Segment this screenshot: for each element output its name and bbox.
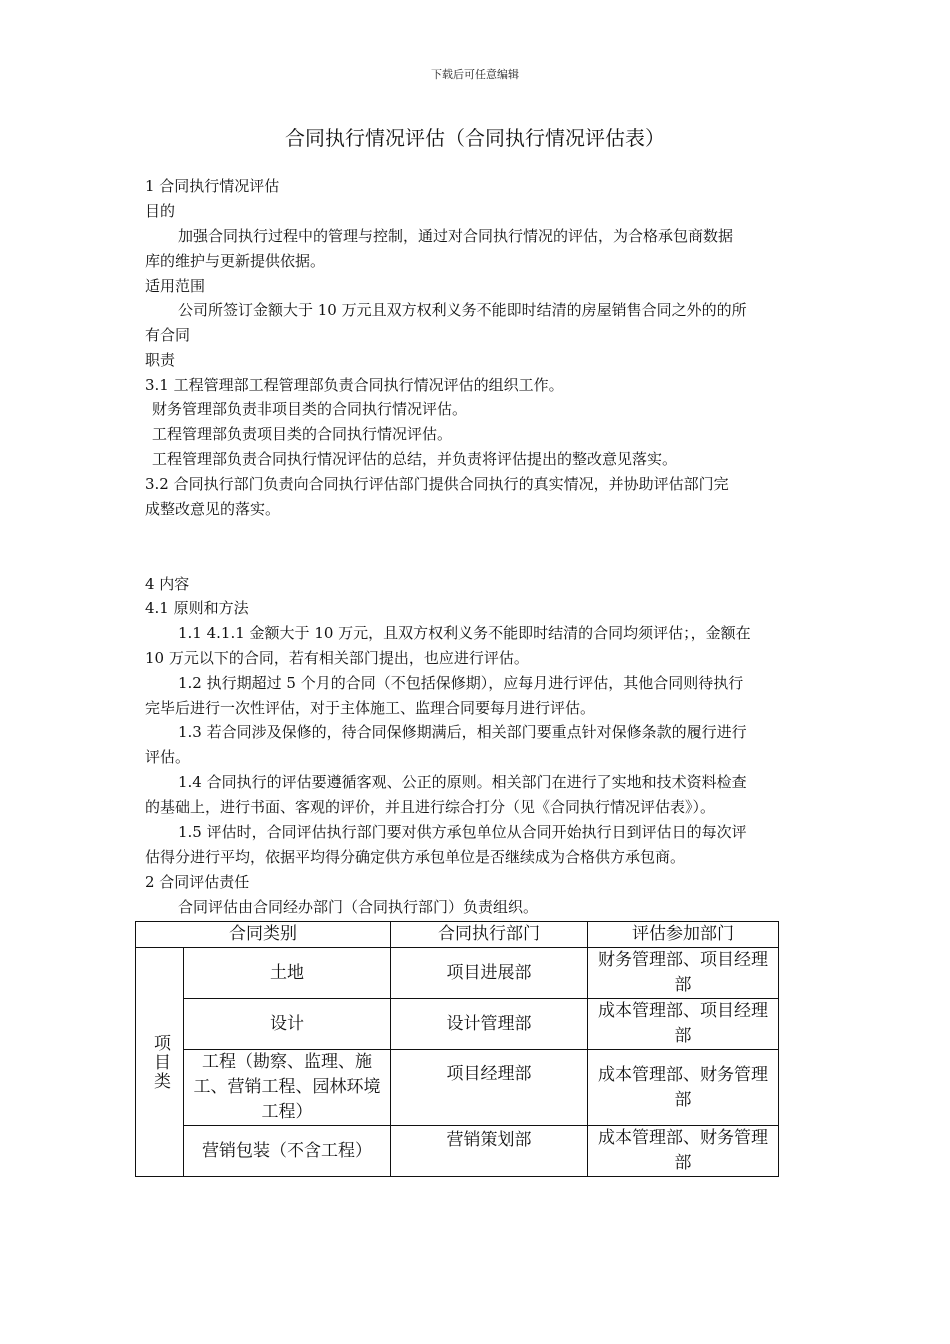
paragraph-line: 加强合同执行过程中的管理与控制，通过对合同执行情况的评估，为合格承包商数据 bbox=[178, 227, 734, 245]
paragraph-line: 的基础上，进行书面、客观的评价，并且进行综合打分（见《合同执行情况评估表》）。 bbox=[145, 798, 716, 816]
section-heading: 4 内容 bbox=[145, 575, 190, 593]
paragraph-line: 工程管理部负责项目类的合同执行情况评估。 bbox=[152, 425, 453, 443]
paragraph-line: 1.1 4.1.1 金额大于 10 万元，且双方权利义务不能即时结清的合同均须评估；，金额在 bbox=[178, 624, 751, 642]
table-cell-dept: 营销策划部 bbox=[391, 1126, 588, 1177]
subheading: 适用范围 bbox=[145, 277, 206, 295]
table-header-cell: 评估参加部门 bbox=[588, 922, 779, 948]
paragraph-line: 工程管理部负责合同执行情况评估的总结，并负责将评估提出的整改意见落实。 bbox=[152, 450, 678, 468]
paragraph-line: 1.3 若合同涉及保修的，待合同保修期满后，相关部门要重点针对保修条款的履行进行 bbox=[178, 723, 747, 741]
paragraph-line: 估得分进行平均，依据平均得分确定供方承包单位是否继续成为合格供方承包商。 bbox=[145, 848, 686, 866]
paragraph-line: 3.1 工程管理部工程管理部负责合同执行情况评估的组织工作。 bbox=[145, 376, 564, 394]
paragraph-line: 财务管理部负责非项目类的合同执行情况评估。 bbox=[152, 400, 468, 418]
paragraph-line: 成整改意见的落实。 bbox=[145, 500, 281, 518]
evaluation-table bbox=[135, 921, 779, 1177]
table-cell-dept: 项目进展部 bbox=[391, 948, 588, 999]
paragraph-line: 公司所签订金额大于 10 万元且双方权利义务不能即时结清的房屋销售合同之外的的所 bbox=[178, 301, 747, 319]
paragraph-line: 1.2 执行期超过 5 个月的合同（不包括保修期），应每月进行评估，其他合同则待执行 bbox=[178, 674, 744, 692]
table-cell-dept: 项目经理部 bbox=[391, 1050, 588, 1126]
paragraph-line: 完毕后进行一次性评估，对于主体施工、监理合同要每月进行评估。 bbox=[145, 699, 596, 717]
subheading: 4.1 原则和方法 bbox=[145, 599, 249, 617]
section-heading: 1 合同执行情况评估 bbox=[145, 177, 280, 195]
paragraph-line: 10 万元以下的合同，若有相关部门提出，也应进行评估。 bbox=[145, 649, 529, 667]
table-cell-eval: 成本管理部、财务管理部 bbox=[588, 1126, 779, 1177]
section-heading: 2 合同评估责任 bbox=[145, 873, 250, 891]
paragraph-line: 合同评估由合同经办部门（合同执行部门）负责组织。 bbox=[178, 898, 539, 916]
table-cell-category: 营销包装（不含工程） bbox=[184, 1126, 391, 1177]
table-cell-category: 工程（勘察、监理、施工、营销工程、园林环境工程） bbox=[184, 1050, 391, 1126]
header-note: 下载后可任意编辑 bbox=[431, 68, 519, 81]
paragraph-line: 评估。 bbox=[145, 748, 191, 766]
table-row bbox=[136, 1050, 779, 1126]
paragraph-line: 3.2 合同执行部门负责向合同执行评估部门提供合同执行的真实情况，并协助评估部门完 bbox=[145, 475, 729, 493]
table-cell-eval: 成本管理部、项目经理部 bbox=[588, 999, 779, 1050]
table-cell-dept: 设计管理部 bbox=[391, 999, 588, 1050]
table-header-row bbox=[136, 922, 779, 948]
table-header-cell: 合同执行部门 bbox=[391, 922, 588, 948]
paragraph-line: 1.4 合同执行的评估要遵循客观、公正的原则。相关部门在进行了实地和技术资料检查 bbox=[178, 773, 747, 791]
paragraph-line: 1.5 评估时，合同评估执行部门要对供方承包单位从合同开始执行日到评估日的每次评 bbox=[178, 823, 747, 841]
table-cell-eval: 成本管理部、财务管理部 bbox=[588, 1050, 779, 1126]
table-row bbox=[136, 1126, 779, 1177]
table-row bbox=[136, 999, 779, 1050]
table-cell-category: 土地 bbox=[184, 948, 391, 999]
table-group-label: 项目类 bbox=[136, 948, 184, 1177]
table-header-cell: 合同类别 bbox=[136, 922, 391, 948]
table-cell-eval: 财务管理部、项目经理部 bbox=[588, 948, 779, 999]
paragraph-line: 有合同 bbox=[145, 326, 191, 344]
table-cell-category: 设计 bbox=[184, 999, 391, 1050]
subheading: 职责 bbox=[145, 351, 176, 369]
subheading: 目的 bbox=[145, 202, 176, 220]
paragraph-line: 库的维护与更新提供依据。 bbox=[145, 252, 326, 270]
page-title: 合同执行情况评估（合同执行情况评估表） bbox=[285, 126, 665, 150]
table-row bbox=[136, 948, 779, 999]
